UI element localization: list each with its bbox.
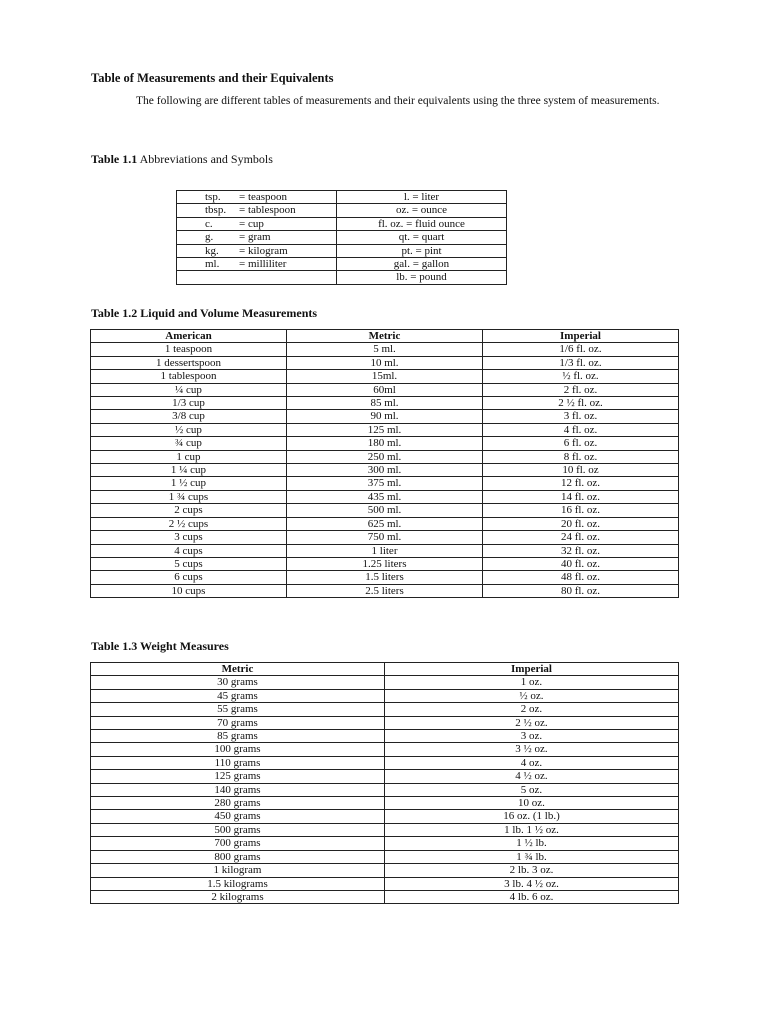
table-cell: 280 grams xyxy=(91,797,385,810)
table-cell: 1.5 liters xyxy=(287,571,483,584)
table-row xyxy=(91,370,679,383)
table-cell: ½ oz. xyxy=(385,689,679,702)
table-row xyxy=(91,890,679,903)
table-cell: 2 ½ oz. xyxy=(385,716,679,729)
table-cell: 700 grams xyxy=(91,837,385,850)
table-cell: 60ml xyxy=(287,383,483,396)
table-row xyxy=(177,244,507,257)
abbreviation-cell xyxy=(177,204,337,217)
table-row xyxy=(91,783,679,796)
table-cell: 6 fl. oz. xyxy=(483,437,679,450)
table-row xyxy=(91,730,679,743)
abbreviation-meaning: = milliliter xyxy=(239,258,287,271)
table-row xyxy=(91,356,679,369)
table-cell: 24 fl. oz. xyxy=(483,531,679,544)
table-cell: 1 oz. xyxy=(385,676,679,689)
table-row xyxy=(91,557,679,570)
table-row xyxy=(91,703,679,716)
table-row xyxy=(91,584,679,597)
table-cell: 1 ¼ cup xyxy=(91,464,287,477)
abbreviation-cell xyxy=(177,217,337,230)
table1-caption xyxy=(91,152,273,167)
table-row xyxy=(91,770,679,783)
table-cell: 625 ml. xyxy=(287,517,483,530)
intro-paragraph: The following are different tables of measurements and their equivalents using the three system of measurements. xyxy=(136,95,660,107)
abbreviation: kg. xyxy=(205,244,219,257)
table-cell: 450 grams xyxy=(91,810,385,823)
table-cell: 3 ½ oz. xyxy=(385,743,679,756)
table-cell: 3 lb. 4 ½ oz. xyxy=(385,877,679,890)
abbreviation-meaning: = gram xyxy=(239,231,271,244)
table-row xyxy=(177,271,507,284)
table-cell: 14 fl. oz. xyxy=(483,490,679,503)
table-row xyxy=(91,823,679,836)
table-row xyxy=(91,450,679,463)
table-row xyxy=(91,797,679,810)
table-cell: 6 cups xyxy=(91,571,287,584)
table3-caption: Table 1.3 Weight Measures xyxy=(91,639,229,653)
table1-caption-text: Abbreviations and Symbols xyxy=(137,152,273,166)
abbreviations-table xyxy=(176,190,507,285)
table-row xyxy=(91,531,679,544)
abbreviation: tbsp. xyxy=(205,204,227,217)
table-cell: 40 fl. oz. xyxy=(483,557,679,570)
table-row xyxy=(91,464,679,477)
column-header: Metric xyxy=(287,330,483,343)
column-header: Metric xyxy=(91,663,385,676)
table-cell: 20 fl. oz. xyxy=(483,517,679,530)
table-cell: 10 oz. xyxy=(385,797,679,810)
abbreviation: g. xyxy=(205,231,214,244)
table-row xyxy=(91,877,679,890)
table-cell: 1 liter xyxy=(287,544,483,557)
table-cell: 1/3 fl. oz. xyxy=(483,356,679,369)
table-cell: 1 ½ cup xyxy=(91,477,287,490)
table-cell: 125 grams xyxy=(91,770,385,783)
abbreviation: c. xyxy=(205,217,213,230)
table-cell: 1.25 liters xyxy=(287,557,483,570)
table-row xyxy=(91,410,679,423)
table-cell: 70 grams xyxy=(91,716,385,729)
table-row xyxy=(177,204,507,217)
table-row xyxy=(91,716,679,729)
table-cell: 4 fl. oz. xyxy=(483,423,679,436)
abbreviation-cell xyxy=(177,258,337,271)
table-cell: 1 ½ lb. xyxy=(385,837,679,850)
table-cell: 1 ¾ cups xyxy=(91,490,287,503)
table-cell: 750 ml. xyxy=(287,531,483,544)
table-cell: 30 grams xyxy=(91,676,385,689)
weight-measures-table xyxy=(90,662,679,904)
table-row xyxy=(91,544,679,557)
table-row xyxy=(91,437,679,450)
abbreviation-cell xyxy=(177,271,337,284)
table-cell: 85 ml. xyxy=(287,397,483,410)
table-cell: 5 ml. xyxy=(287,343,483,356)
table-cell: 1 tablespoon xyxy=(91,370,287,383)
abbreviation-meaning: = cup xyxy=(239,217,264,230)
table-cell: 3 oz. xyxy=(385,730,679,743)
table-cell: 12 fl. oz. xyxy=(483,477,679,490)
abbreviation-meaning: = kilogram xyxy=(239,244,288,257)
table-row xyxy=(91,676,679,689)
column-header: American xyxy=(91,330,287,343)
abbreviation-meaning: = teaspoon xyxy=(239,191,288,203)
table-row xyxy=(91,477,679,490)
table-cell: 300 ml. xyxy=(287,464,483,477)
table-cell: 1 dessertspoon xyxy=(91,356,287,369)
abbreviation-cell xyxy=(177,231,337,244)
table-cell: 375 ml. xyxy=(287,477,483,490)
table-row xyxy=(177,258,507,271)
table-row xyxy=(91,837,679,850)
table-cell: 8 fl. oz. xyxy=(483,450,679,463)
table-cell: 1/3 cup xyxy=(91,397,287,410)
table-cell: ¾ cup xyxy=(91,437,287,450)
table-cell: 55 grams xyxy=(91,703,385,716)
document-title: Table of Measurements and their Equivalents xyxy=(91,71,334,85)
column-header: Imperial xyxy=(483,330,679,343)
table-cell: ¼ cup xyxy=(91,383,287,396)
table-cell: 85 grams xyxy=(91,730,385,743)
table-cell: 32 fl. oz. xyxy=(483,544,679,557)
abbreviation: tsp. xyxy=(205,191,221,203)
table-cell: 3/8 cup xyxy=(91,410,287,423)
table-cell: 2 oz. xyxy=(385,703,679,716)
table-cell: 4 oz. xyxy=(385,756,679,769)
table-cell: 1 ¾ lb. xyxy=(385,850,679,863)
table-cell: 16 fl. oz. xyxy=(483,504,679,517)
table-cell: ½ cup xyxy=(91,423,287,436)
table-cell: 1/6 fl. oz. xyxy=(483,343,679,356)
table-cell: 125 ml. xyxy=(287,423,483,436)
table-row xyxy=(91,743,679,756)
table-row xyxy=(91,383,679,396)
column-header: Imperial xyxy=(385,663,679,676)
table-cell: 80 fl. oz. xyxy=(483,584,679,597)
table-cell: 3 cups xyxy=(91,531,287,544)
table-row xyxy=(91,864,679,877)
table-cell: 500 ml. xyxy=(287,504,483,517)
table-row xyxy=(91,490,679,503)
table-cell: 3 fl. oz. xyxy=(483,410,679,423)
symbol-cell: fl. oz. = fluid ounce xyxy=(337,217,507,230)
table-cell: 500 grams xyxy=(91,823,385,836)
table-cell: 1 kilogram xyxy=(91,864,385,877)
table-row xyxy=(91,571,679,584)
table-cell: 15ml. xyxy=(287,370,483,383)
table2-caption: Table 1.2 Liquid and Volume Measurements xyxy=(91,306,318,320)
table-cell: 4 cups xyxy=(91,544,287,557)
symbol-cell: l. = liter xyxy=(337,191,507,204)
table-cell: 48 fl. oz. xyxy=(483,571,679,584)
table-cell: 4 lb. 6 oz. xyxy=(385,890,679,903)
table-cell: 140 grams xyxy=(91,783,385,796)
table-cell: 4 ½ oz. xyxy=(385,770,679,783)
table-cell: 800 grams xyxy=(91,850,385,863)
table-cell: 1 teaspoon xyxy=(91,343,287,356)
table-row xyxy=(177,231,507,244)
table-cell: 5 cups xyxy=(91,557,287,570)
table-cell: 100 grams xyxy=(91,743,385,756)
liquid-volume-table xyxy=(90,329,679,598)
table-row xyxy=(91,689,679,702)
table-row xyxy=(91,423,679,436)
table-row xyxy=(91,343,679,356)
table-cell: 435 ml. xyxy=(287,490,483,503)
table-cell: 2 ½ fl. oz. xyxy=(483,397,679,410)
table-cell: 10 ml. xyxy=(287,356,483,369)
abbreviation-meaning: = tablespoon xyxy=(239,204,296,217)
symbol-cell: pt. = pint xyxy=(337,244,507,257)
abbreviation: ml. xyxy=(205,258,220,271)
table-cell: 45 grams xyxy=(91,689,385,702)
table-row xyxy=(91,517,679,530)
table-cell: 110 grams xyxy=(91,756,385,769)
table-cell: 16 oz. (1 lb.) xyxy=(385,810,679,823)
symbol-cell: qt. = quart xyxy=(337,231,507,244)
table-row xyxy=(177,217,507,230)
symbol-cell: gal. = gallon xyxy=(337,258,507,271)
table-cell: 2 kilograms xyxy=(91,890,385,903)
table-row xyxy=(91,397,679,410)
table-cell: 2 lb. 3 oz. xyxy=(385,864,679,877)
table-row xyxy=(91,850,679,863)
table-cell: 5 oz. xyxy=(385,783,679,796)
table-row xyxy=(177,191,507,204)
table-cell: 2 ½ cups xyxy=(91,517,287,530)
table-cell: 10 cups xyxy=(91,584,287,597)
table-row xyxy=(91,504,679,517)
table-cell: 1.5 kilograms xyxy=(91,877,385,890)
table-cell: 2 fl. oz. xyxy=(483,383,679,396)
table-row xyxy=(91,756,679,769)
symbol-cell: lb. = pound xyxy=(337,271,507,284)
table1-caption-number: Table 1.1 xyxy=(91,152,138,166)
table-cell: 2 cups xyxy=(91,504,287,517)
table-cell: 2.5 liters xyxy=(287,584,483,597)
table-cell: 180 ml. xyxy=(287,437,483,450)
table-cell: 250 ml. xyxy=(287,450,483,463)
table-cell: 10 fl. oz xyxy=(483,464,679,477)
abbreviation-cell xyxy=(177,244,337,257)
table-row xyxy=(91,810,679,823)
abbreviation-cell xyxy=(177,191,337,204)
table-cell: ½ fl. oz. xyxy=(483,370,679,383)
symbol-cell: oz. = ounce xyxy=(337,204,507,217)
table-cell: 90 ml. xyxy=(287,410,483,423)
table-cell: 1 cup xyxy=(91,450,287,463)
table-cell: 1 lb. 1 ½ oz. xyxy=(385,823,679,836)
